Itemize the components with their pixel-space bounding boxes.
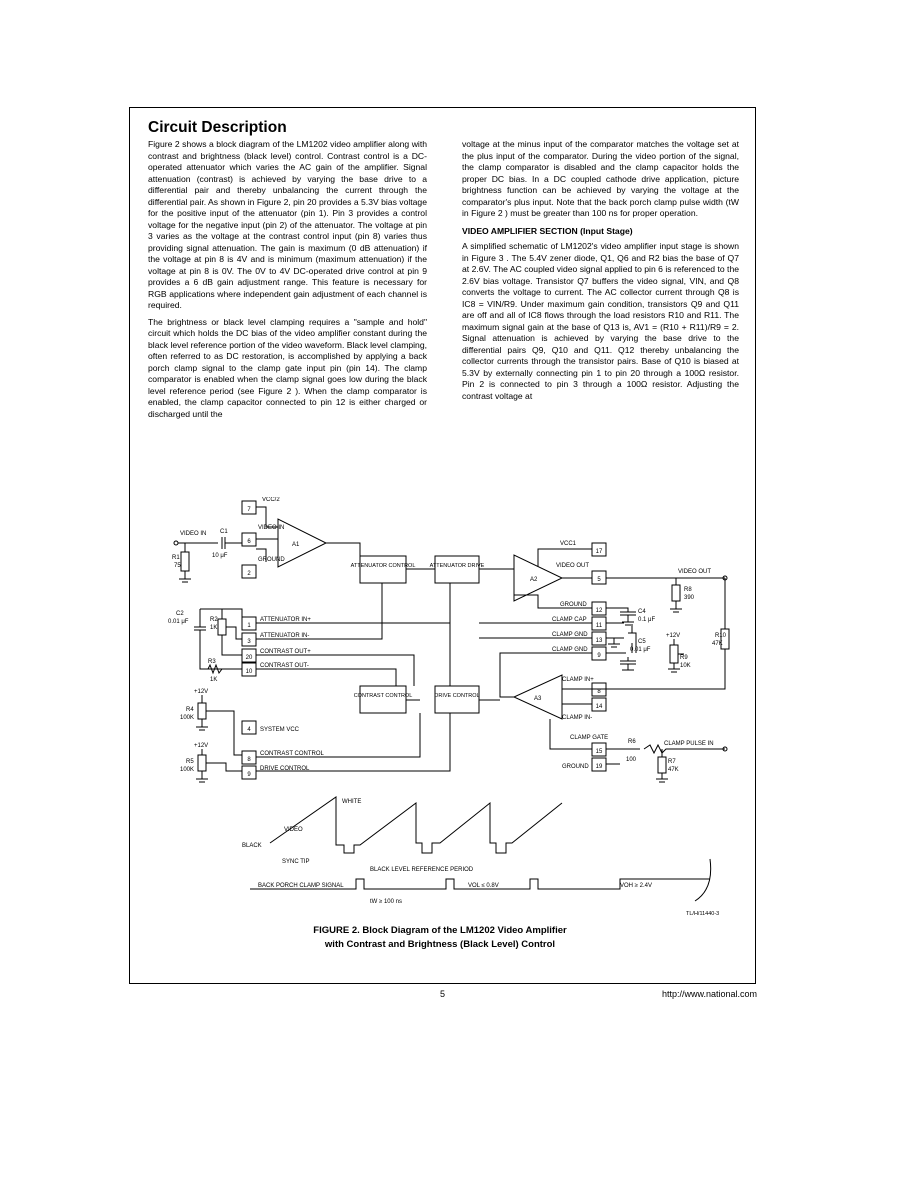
pin-label: 11 — [595, 623, 603, 629]
label-r9-val: 10K — [680, 663, 691, 669]
label-r8-val: 390 — [684, 595, 695, 601]
label-r5: R5 — [186, 759, 194, 765]
figure-reference: TL/H/11440-3 — [686, 911, 720, 915]
label-clamp-gnd-a: CLAMP GND — [552, 632, 588, 638]
paragraph-4: A simplified schematic of LM1202's video amplifier input stage is shown in Figure 3 . The 5.4V zener diode, Q1, Q6 and R2 bias the base of Q7 at 2.6V. The AC coupled video signal applied to pin 6 is referenced to the 2.6V bias voltage. Transistor Q7 buffers the video signal, VIN, and Q8 converts the voltage to current. The AC collector current through Q8 is IC8 = VIN/R9. Under maximum gain condition, transistors Q9 and Q11 are off and all of IC8 flows through the load resistors R10 and R11. The maximum signal gain at the base of Q13 is, AV1 = (R10 + R11)/R9 = 2. Signal attenuation is achieved by varying the base drive to the differential pairs Q9, Q10 and Q11. Q12 thereby unbalancing the collector currents through the transistor pairs. Base of Q10 is biased at 5.3V by externally connecting pin 1 to pin 20 through a 100Ω resistor. Pin 2 is connected to pin 3 through a 100Ω resistor. Adjusting the contrast voltage at — [462, 241, 739, 401]
label-r2-val: 1K — [210, 625, 218, 631]
label-contrast-out-minus: CONTRAST OUT- — [260, 663, 309, 669]
pin-label: 9 — [247, 772, 251, 778]
label-a1: A1 — [292, 542, 300, 548]
pin-label: 15 — [595, 749, 603, 755]
label-r3: R3 — [208, 659, 216, 665]
label-r2: R2 — [210, 617, 218, 623]
label-r7: R7 — [668, 759, 676, 765]
label-tw: tW ≥ 100 ns — [370, 899, 402, 905]
section-heading: Circuit Description — [148, 119, 287, 136]
label-clamp-gate: CLAMP GATE — [570, 735, 609, 741]
label-attenuator-in-plus: ATTENUATOR IN+ — [260, 617, 311, 623]
label-contrast-control-block: CONTRAST CONTROL — [353, 693, 413, 699]
paragraph-1: Figure 2 shows a block diagram of the LM1202 video amplifier along with contrast and brightness (black level) control. Contrast control is a DC-operated attenuator which varies the AC gain of the amplifier. Signal attenuation (contrast) is achieved by varying the base drive to a differential pair and thereby unbalancing the current through the differential pair. As shown in Figure 2, pin 20 provides a 5.3V bias voltage for the positive input of the attenuator (pin 1). Pin 3 provides a control voltage for the negative input (pin 2) of the attenuator. The voltage at pin 3 varies as the voltage at the contrast control input (pin 8) varies thus providing signal attenuation. The gain is maximum (0 dB attenuation) if the voltage at pin 8 is 4V and is minimum (maximum attenuation) if the voltage at pin 8 is 0V. The 0V to 4V DC-operated drive control at pin 9 provides a 6 dB gain adjustment range. This feature is necessary for RGB applications where independent gain adjustment of each channel is required. — [148, 139, 427, 310]
label-voh: VOH ≥ 2.4V — [620, 883, 652, 889]
label-r1: R1 — [172, 555, 180, 561]
pin-label: 3 — [247, 639, 251, 645]
label-c4: C4 — [638, 609, 646, 615]
pin-label: 17 — [595, 549, 603, 555]
label-r4: R4 — [186, 707, 194, 713]
label-clamp-cap: CLAMP CAP — [552, 617, 587, 623]
label-ground-pin3: GROUND — [562, 764, 589, 770]
pin-label: 7 — [247, 507, 251, 513]
label-clamp-gnd-b: CLAMP GND — [552, 647, 588, 653]
label-a3: A3 — [534, 696, 542, 702]
block-diagram — [150, 497, 750, 915]
label-ground-pin: GROUND — [258, 557, 285, 563]
label-plus12v-a: +12V — [666, 633, 681, 639]
pin-label: 13 — [595, 638, 603, 644]
pin-label: 19 — [595, 764, 603, 770]
label-plus12v-b: +12V — [194, 689, 209, 695]
label-video-out-pin: VIDEO OUT — [556, 563, 590, 569]
label-c1-val: 10 μF — [212, 553, 228, 559]
label-r7-val: 47K — [668, 767, 679, 773]
label-vcc2: VCC/2 — [262, 497, 280, 503]
footer-url[interactable]: http://www.national.com — [661, 989, 757, 999]
pin-label: 10 — [245, 669, 253, 675]
label-contrast-control: CONTRAST CONTROL — [260, 751, 324, 757]
page-number: 5 — [440, 989, 446, 999]
pin-label: 14 — [595, 704, 603, 710]
subheading: VIDEO AMPLIFIER SECTION (Input Stage) — [462, 225, 633, 236]
label-vcc1: VCC1 — [560, 541, 577, 547]
label-c5: C5 — [638, 639, 646, 645]
label-white: WHITE — [342, 799, 362, 805]
pin-label: 4 — [247, 727, 251, 733]
label-r10: R10 — [715, 633, 727, 639]
pin-label: 8 — [597, 689, 601, 695]
caption-line-2: with Contrast and Brightness (Black Level) Control — [324, 939, 556, 950]
label-r10-val: 47K — [712, 641, 723, 647]
label-contrast-out-plus: CONTRAST OUT+ — [260, 649, 311, 655]
label-clamp-pulse-in: CLAMP PULSE IN — [664, 741, 714, 747]
pin-label: 1 — [247, 623, 251, 629]
pin-label: 5 — [597, 577, 601, 583]
label-clamp-in-minus: CLAMP IN- — [562, 715, 593, 721]
label-video-out: VIDEO OUT — [678, 569, 712, 575]
right-column — [462, 139, 739, 407]
pin-label: 6 — [247, 539, 251, 545]
label-r6-val: 100 — [626, 757, 637, 763]
label-a2: A2 — [530, 577, 538, 583]
label-c5-val: 0.01 μF — [630, 647, 651, 653]
paragraph-2: The brightness or black level clamping requires a "sample and hold" circuit which holds the DC bias of the video amplifier constant during the black level reference portion of the video waveform. Black level clamping, often referred to as DC restoration, is accomplished by applying a back porch clamp signal to the clamp gate input pin (pin 14). The clamp comparator is enabled when the clamp signal goes low during the black level reference period (see Figure 2 ). When the clamp comparator is enabled, the clamp capacitor connected to pin 12 is either charged or discharged until the — [148, 316, 427, 419]
label-r3-val: 1K — [210, 677, 218, 683]
label-attenuator-drive: ATTENUATOR DRIVE — [429, 563, 485, 569]
label-r8: R8 — [684, 587, 692, 593]
label-sync-tip: SYNC TIP — [282, 859, 310, 865]
pin-label: 8 — [247, 757, 251, 763]
label-attenuator-in-minus: ATTENUATOR IN- — [260, 633, 310, 639]
label-clamp-in-plus: CLAMP IN+ — [562, 677, 594, 683]
paragraph-3: voltage at the minus input of the comparator matches the voltage set at the plus input of the comparator. During the video portion of the signal, the clamp comparator is disabled and the clamp capacitor holds the proper DC bias. In a DC coupled cathode drive application, picture brightness function can be achieved by varying the voltage at the comparator's plus input. Note that the back porch clamp pulse width (tW in Figure 2 ) must be greater than 100 ns for proper operation. — [462, 139, 739, 218]
label-attenuator-control: ATTENUATOR CONTROL — [350, 563, 416, 569]
pin-label: 2 — [247, 571, 251, 577]
label-black-level-ref: BLACK LEVEL REFERENCE PERIOD — [370, 867, 474, 873]
label-c2-val: 0.01 μF — [168, 619, 189, 625]
pin-label: 9 — [597, 653, 601, 659]
label-plus12v-c: +12V — [194, 743, 209, 749]
left-column — [148, 139, 427, 425]
label-drive-control: DRIVE CONTROL — [260, 766, 310, 772]
label-back-porch: BACK PORCH CLAMP SIGNAL — [258, 883, 344, 889]
caption-line-1: FIGURE 2. Block Diagram of the LM1202 Video Amplifier — [313, 925, 567, 936]
label-r9: R9 — [680, 655, 688, 661]
label-video-wave: VIDEO — [284, 827, 303, 833]
label-r5-val: 100K — [180, 767, 195, 773]
label-video-in-pin: VIDEO IN — [258, 525, 285, 531]
label-black: BLACK — [242, 843, 262, 849]
label-video-in: VIDEO IN — [180, 531, 207, 537]
label-r4-val: 100K — [180, 715, 195, 721]
label-drive-control-block: DRIVE CONTROL — [434, 693, 480, 699]
figure-caption — [200, 924, 680, 952]
label-c4-val: 0.1 μF — [638, 617, 656, 623]
label-r1-val: 75 — [174, 563, 181, 569]
label-c1: C1 — [220, 529, 228, 535]
label-system-vcc: SYSTEM VCC — [260, 727, 300, 733]
label-c2: C2 — [176, 611, 184, 617]
label-vol: VOL ≤ 0.8V — [468, 883, 499, 889]
pin-label: 20 — [245, 655, 253, 661]
pin-label: 12 — [595, 608, 603, 614]
label-r6: R6 — [628, 739, 636, 745]
label-ground-pin2: GROUND — [560, 602, 587, 608]
